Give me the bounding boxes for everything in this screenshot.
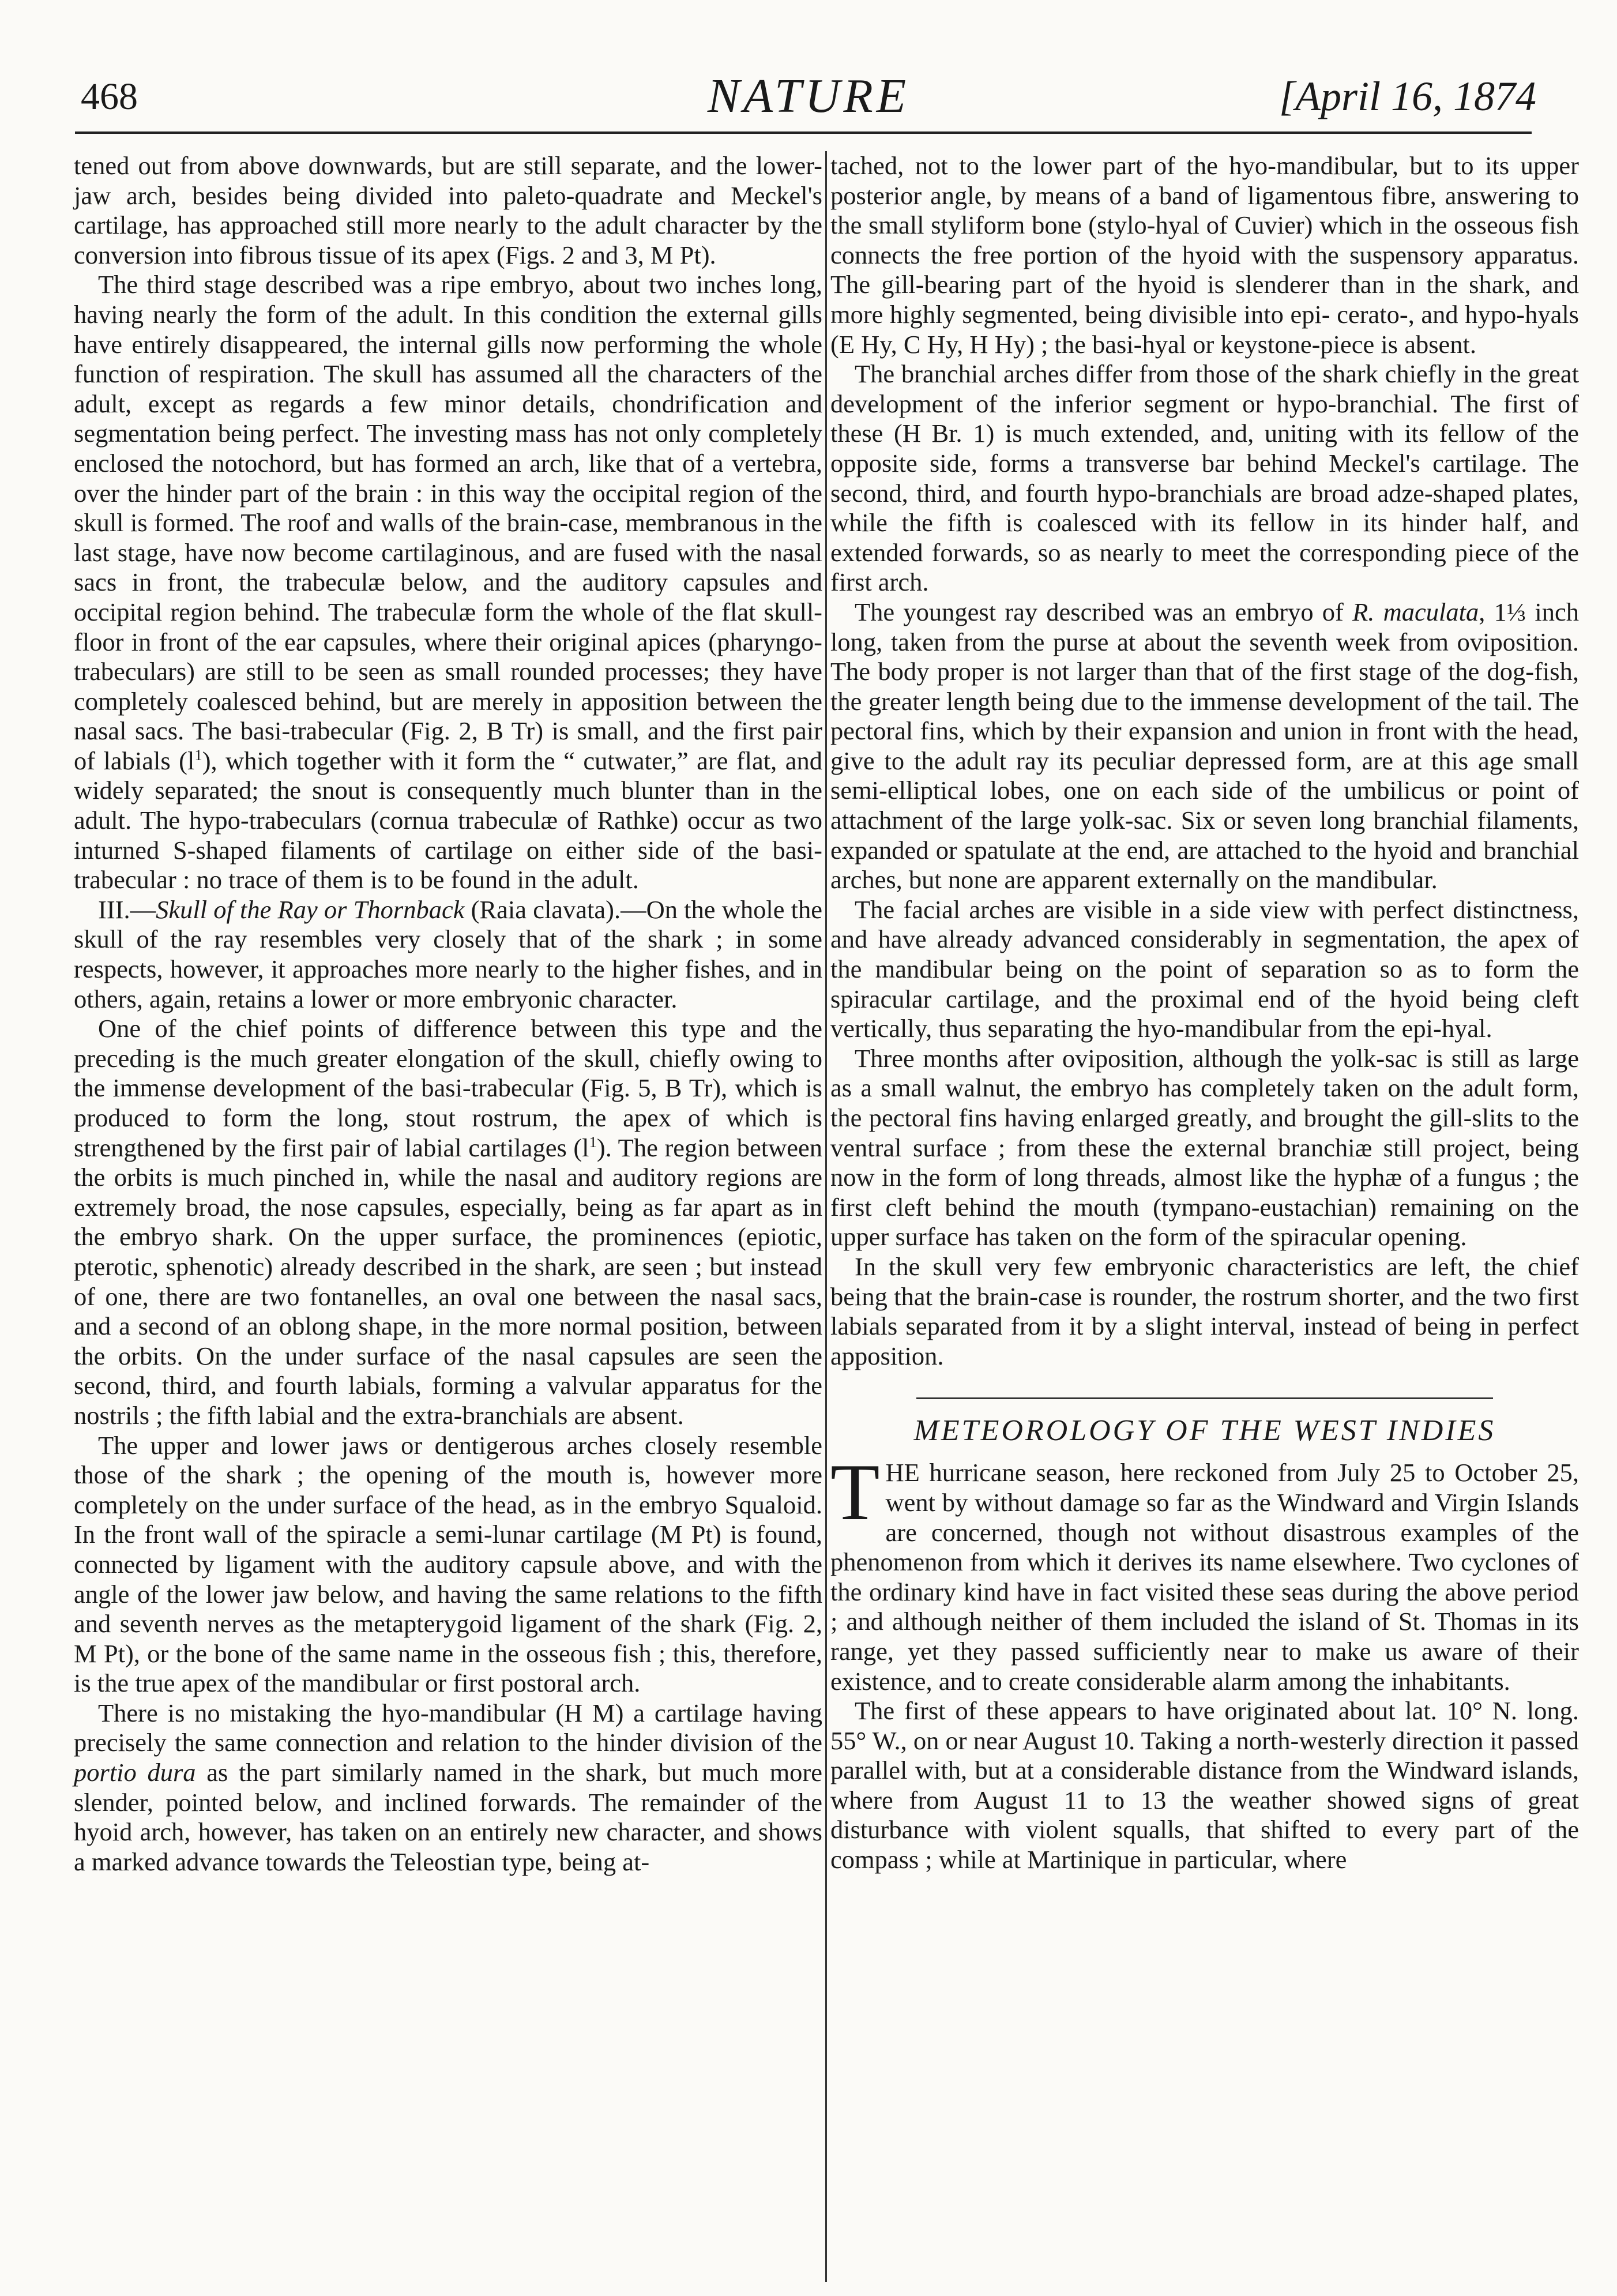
page-number: 468: [81, 76, 138, 118]
right-column: [830, 151, 1579, 1875]
paragraph: The upper and lower jaws or dentigerous arches closely resemble those of the shark ; the opening of the mouth is, however more completely on the under surface of the head, as in the embryo Squaloid. In the front wall of the spiracle a semi-lunar cartilage (M Pt) is found, connected by ligament with the auditory capsule above, and with the angle of the lower jaw below, and having the same relations to the fifth and seventh nerves as the metapterygoid ligament of the shark (Fig. 2, M Pt), or the bone of the same name in the osseous fish ; this, therefore, is the true apex of the mandibular or first postoral arch.: [74, 1430, 822, 1698]
paragraph: Three months after oviposition, although the yolk-sac is still as large as a small walnut, the embryo has completely taken on the adult form, the pectoral fins having enlarged greatly, and brought the gill-slits to the ventral surface ; from these the external branchiæ still project, being now in the form of long threads, almost like the hyphæ of a fungus ; the first cleft behind the mouth (tympano-eustachian) remaining on the upper surface has taken on the form of the spiracular opening.: [830, 1043, 1579, 1252]
section-paragraph-ray: III.—Skull of the Ray or Thornback (Raia clavata).—On the whole the skull of the ray resembles very closely that of the shark ; in some respects, however, it approaches more nearly to the higher fishes, and in others, again, retains a lower or more embryonic character.: [74, 895, 822, 1013]
section-heading: METEOROLOGY OF THE WEST INDIES: [913, 1414, 1496, 1448]
drop-cap: T: [830, 1448, 880, 1538]
paragraph: The facial arches are visible in a side view with perfect distinctness, and have already advanced considerably in segmentation, the apex of the mandibular being on the point of separation so as to form the spiracular cartilage, and the proximal end of the hyoid being cleft vertically, thus separating the hyo-mandibular from the epi-hyal.: [830, 895, 1579, 1043]
paragraph: tached, not to the lower part of the hyo-mandibular, but to its upper posterior angle, by means of a band of ligamentous fibre, answering to the small styliform bone (stylo-hyal of Cuvier) which in the osseous fish connects the free portion of the hyoid with the suspensory apparatus. The gill-bearing part of the hyoid is slenderer than in the shark, and more highly segmented, being divisible into epi- cerato-, and hypo-hyals (E Hy, C Hy, H Hy) ; the basi-hyal or keystone-piece is absent.: [830, 151, 1579, 359]
section-title-ray: Skull of the Ray or Thornback: [156, 895, 465, 924]
paragraph: In the skull very few embryonic characteristics are left, the chief being that the brain-case is rounder, the rostrum shorter, and the two first labials separated from it by a slight interval, instead of being in perfect apposition.: [830, 1252, 1579, 1370]
column-divider: [825, 151, 827, 2282]
page-header: [0, 0, 1617, 138]
section-rule: [916, 1397, 1493, 1399]
journal-title: NATURE: [707, 69, 910, 123]
issue-date: [April 16, 1874: [1278, 73, 1536, 119]
paragraph: The third stage described was a ripe embryo, about two inches long, having nearly the form of the adult. In this condition the external gills have entirely disappeared, the internal gills now performing the whole function of respiration. The skull has assumed all the characters of the adult, except as regards a few minor details, chondrification and segmentation being perfect. The investing mass has not only completely enclosed the notochord, but has formed an arch, like that of a vertebra, over the hinder part of the brain : in this way the occipital region of the skull is formed. The roof and walls of the brain-case, membranous in the last stage, have now become cartilaginous, and are fused with the nasal sacs in front, the trabeculæ below, and the auditory capsules and occipital region behind. The trabeculæ form the whole of the flat skull-floor in front of the ear capsules, where their original apices (pharyngo-trabeculars) are still to be seen as small rounded processes; they have completely coalesced behind, but are merely in apposition between the nasal sacs. The basi-trabecular (Fig. 2, B Tr) is small, and the first pair of labials $(l^1)$, which together with it form the “ cutwater,” are flat, and widely separated; the snout is consequently much blunter than in the adult. The hypo-trabeculars (cornua trabeculæ of Rathke) occur as two inturned S-shaped filaments of cartilage on either side of the basi-trabecular : no trace of them is to be found in the adult.: [74, 270, 822, 895]
paragraph: The first of these appears to have originated about lat. 10° N. long. 55° W., on or near August 10. Taking a north-westerly direction it passed parallel with, but at a considerable distance from the Windward islands, where from August 11 to 13 the weather showed signs of great disturbance with violent squalls, that shifted to every part of the compass ; while at Martinique in particular, where: [830, 1696, 1579, 1874]
paragraph: The youngest ray described was an embryo of R. maculata, 1⅓ inch long, taken from the purse at about the seventh week from oviposition. The body proper is not larger than that of the first stage of the dog-fish, the greater length being due to the immense development of the tail. The pectoral fins, which by their expansion and union in front with the head, give to the adult ray its peculiar depressed form, are at this age small semi-elliptical lobes, one on each side of the umbilicus or point of attachment of the large yolk-sac. Six or seven long branchial filaments, expanded or spatulate at the end, are attached to the hyoid and branchial arches, but none are apparent externally on the mandibular.: [830, 597, 1579, 895]
paragraph: One of the chief points of difference between this type and the preceding is the much greater elongation of the skull, chiefly owing to the immense development of the basi-trabecular (Fig. 5, B Tr), which is produced to form the long, stout rostrum, the apex of which is strengthened by the first pair of labial cartilages $(l^1)$. The region between the orbits is much pinched in, while the nasal and auditory regions are extremely broad, the nose capsules, especially, being as far apart as in the embryo shark. On the upper surface, the prominences (epiotic, pterotic, sphenotic) already described in the shark, are seen ; but instead of one, there are two fontanelles, an oval one between the nasal sacs, and a second of an oblong shape, in the more normal position, between the orbits. On the under surface of the nasal capsules are seen the second, third, and fourth labials, forming a valvular apparatus for the nostrils ; the fifth labial and the extra-branchials are absent.: [74, 1014, 822, 1430]
paragraph: There is no mistaking the hyo-mandibular (H M) a cartilage having precisely the same connection and relation to the hinder division of the portio dura as the part similarly named in the shark, but much more slender, pointed below, and inclined forwards. The remainder of the hyoid arch, however, has taken on an entirely new character, and shows a marked advance towards the Teleostian type, being at-: [74, 1698, 823, 1876]
paragraph: tened out from above downwards, but are still separate, and the lower-jaw arch, besides being divided into paleto-quadrate and Meckel's cartilage, has approached still more nearly to the adult character by the conversion into fibrous tissue of its apex (Figs. 2 and 3, M Pt).: [74, 151, 822, 269]
paragraph: THE hurricane season, here reckoned from July 25 to October 25, went by without damage so far as the Windward and Virgin Islands are concerned, though not without disastrous examples of the phenomenon from which it derives its name elsewhere. Two cyclones of the ordinary kind have in fact visited these seas during the above period ; and although neither of them included the island of St. Thomas in its range, yet they passed sufficiently near to make us aware of their existence, and to create considerable alarm among the inhabitants.: [830, 1448, 1579, 1696]
header-rule: [75, 131, 1532, 134]
left-column: [74, 151, 822, 1877]
paragraph: The branchial arches differ from those of the shark chiefly in the great development of the inferior segment or hypo-branchial. The first of these (H Br. 1) is much extended, and, uniting with its fellow of the opposite side, forms a transverse bar behind Meckel's cartilage. The second, third, and fourth hypo-branchials are broad adze-shaped plates, while the fifth is coalesced with its fellow in its hinder half, and extended forwards, so as nearly to meet the corresponding piece of the first arch.: [830, 359, 1579, 597]
